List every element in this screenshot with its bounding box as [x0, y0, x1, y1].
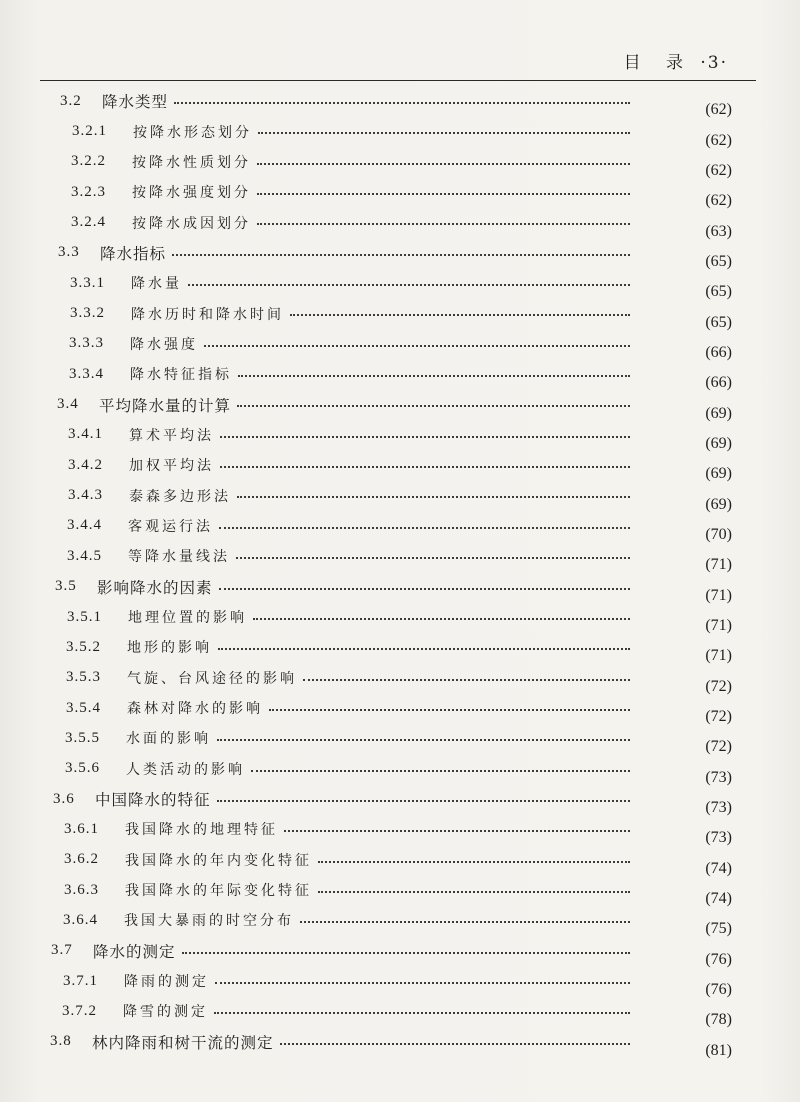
toc-entry[interactable]: 3.7 降水的测定 (76)	[0, 936, 800, 966]
dot-leader	[219, 527, 630, 529]
toc-entry-title: 降雪的测定	[123, 1004, 208, 1021]
toc-entry-title: 水面的影响	[126, 731, 211, 748]
toc-entry[interactable]: 3.4.5 等降水量线法 (71)	[67, 547, 732, 574]
toc-entry-number: 3.3.2	[70, 305, 105, 322]
dot-leader	[253, 618, 630, 620]
toc-entry[interactable]: 3.2 降水类型 (62)	[0, 86, 800, 116]
dot-leader	[237, 496, 630, 498]
toc-entry-title: 降水指标	[100, 244, 167, 263]
dot-leader	[172, 254, 630, 256]
toc-entry-title: 降水的测定	[93, 942, 176, 961]
toc-entry[interactable]: 3.2.2 按降水性质划分 (62)	[71, 153, 732, 179]
toc-entry-number: 3.7	[51, 942, 73, 959]
toc-entry-number: 3.2.3	[71, 183, 106, 200]
toc-entry-title: 地理位置的影响	[128, 610, 247, 627]
table-of-contents	[0, 86, 800, 1057]
toc-entry-number: 3.5.3	[66, 669, 101, 686]
toc-entry-title: 影响降水的因素	[97, 578, 213, 597]
dot-leader	[217, 800, 630, 802]
toc-entry-number: 3.5.6	[65, 760, 100, 777]
toc-entry[interactable]: 3.3.3 降水强度 (66)	[69, 335, 732, 361]
dot-leader	[174, 102, 630, 104]
toc-entry[interactable]: 3.7.1 降雨的测定 (76)	[63, 972, 732, 999]
dot-leader	[237, 405, 630, 407]
toc-entry[interactable]: 3.6.1 我国降水的地理特征 (73)	[64, 820, 732, 847]
toc-entry[interactable]: 3.2.3 按降水强度划分 (62)	[71, 183, 732, 210]
toc-entry-number: 3.4.4	[67, 517, 102, 534]
toc-entry-title: 按降水性质划分	[132, 154, 251, 171]
toc-entry[interactable]: 3.5.2 地形的影响 (71)	[66, 638, 732, 665]
dot-leader	[219, 588, 630, 590]
toc-entry-number: 3.2.2	[71, 153, 106, 170]
toc-entry-title: 按降水强度划分	[132, 185, 251, 202]
toc-entry[interactable]: 3.3.1 降水量 (65)	[70, 274, 732, 301]
dot-leader	[300, 921, 630, 923]
dot-leader	[257, 163, 630, 165]
toc-entry-number: 3.5.4	[66, 699, 101, 716]
toc-entry-title: 降水历时和降水时间	[131, 306, 284, 323]
toc-entry[interactable]: 3.4.1 算术平均法 (69)	[68, 426, 732, 452]
toc-entry-number: 3.5.1	[67, 608, 102, 625]
dot-leader	[238, 375, 630, 377]
toc-entry-number: 3.5.5	[65, 729, 100, 746]
toc-entry[interactable]: 3.5.6 人类活动的影响 (73)	[65, 760, 732, 786]
header-title: 目 录	[623, 53, 693, 73]
dot-leader	[290, 314, 630, 316]
toc-entry[interactable]: 3.2.1 按降水形态划分 (62)	[72, 123, 732, 149]
dot-leader	[269, 709, 630, 711]
dot-leader	[318, 861, 630, 863]
toc-entry-title: 平均降水量的计算	[99, 396, 232, 415]
toc-entry[interactable]: 3.3.4 降水特征指标 (66)	[69, 365, 732, 392]
toc-entry-title: 降水量	[131, 276, 182, 293]
dot-leader	[204, 345, 630, 347]
toc-entry-title: 我国降水的年际变化特征	[125, 883, 312, 900]
toc-entry[interactable]: 3.3 降水指标 (65)	[0, 238, 800, 268]
dot-leader	[214, 1012, 630, 1014]
toc-entry-number: 3.6.2	[64, 851, 99, 868]
toc-entry-number: 3.3.1	[70, 274, 105, 291]
dot-leader	[284, 830, 630, 832]
toc-entry-title: 森林对降水的影响	[127, 701, 263, 718]
toc-entry[interactable]: 3.4 平均降水量的计算 (69)	[0, 389, 800, 419]
dot-leader	[257, 193, 630, 195]
dot-leader	[218, 648, 630, 650]
toc-entry-title: 我国降水的地理特征	[125, 822, 278, 839]
toc-entry[interactable]: 3.6.2 我国降水的年内变化特征 (74)	[64, 851, 732, 877]
toc-entry[interactable]: 3.6 中国降水的特征 (73)	[0, 784, 800, 814]
dot-leader	[258, 132, 630, 134]
dot-leader	[257, 223, 630, 225]
toc-entry-title: 我国降水的年内变化特征	[125, 852, 312, 869]
toc-entry[interactable]: 3.5.4 森林对降水的影响 (72)	[66, 699, 732, 726]
toc-entry-number: 3.4	[57, 396, 79, 413]
toc-entry-number: 3.3.3	[69, 335, 104, 352]
toc-entry-number: 3.7.1	[63, 972, 98, 989]
toc-entry[interactable]: 3.5 影响降水的因素 (71)	[0, 572, 800, 602]
toc-entry-title: 地形的影响	[127, 640, 212, 657]
toc-entry-title: 我国大暴雨的时空分布	[124, 913, 294, 930]
toc-entry-number: 3.6.3	[64, 881, 99, 898]
dot-leader	[220, 466, 630, 468]
dot-leader	[303, 679, 630, 681]
running-header	[0, 0, 800, 80]
dot-leader	[280, 1043, 630, 1045]
dot-leader	[217, 739, 630, 741]
toc-entry-title: 人类活动的影响	[126, 761, 245, 778]
dot-leader	[220, 436, 630, 438]
toc-entry-title: 降水特征指标	[130, 367, 232, 384]
header-page-number: ·3·	[700, 53, 728, 73]
toc-entry-title: 算术平均法	[129, 427, 214, 444]
toc-entry[interactable]: 3.6.3 我国降水的年际变化特征 (74)	[64, 881, 732, 908]
toc-entry[interactable]: 3.4.4 客观运行法 (70)	[67, 517, 732, 543]
toc-entry-number: 3.4.5	[67, 547, 102, 564]
toc-entry-number: 3.2	[60, 92, 82, 109]
toc-entry-number: 3.6	[53, 790, 75, 807]
toc-entry-title: 气旋、台风途径的影响	[127, 670, 297, 687]
toc-entry[interactable]: 3.4.3 泰森多边形法 (69)	[68, 487, 732, 513]
toc-entry-title: 按降水成因划分	[132, 215, 251, 232]
toc-entry-number: 3.2.4	[71, 214, 106, 231]
toc-entry-number: 3.4.2	[68, 456, 103, 473]
dot-leader	[251, 770, 630, 772]
toc-entry[interactable]: 3.8 林内降雨和树干流的测定 (81)	[0, 1027, 800, 1057]
toc-entry-title: 降雨的测定	[124, 974, 209, 991]
toc-entry-number: 3.5	[55, 578, 77, 595]
toc-entry-number: 3.4.1	[68, 426, 103, 443]
toc-entry-title: 按降水形态划分	[133, 124, 252, 141]
toc-entry[interactable]: 3.2.4 按降水成因划分 (63)	[71, 214, 732, 240]
dot-leader	[182, 952, 630, 954]
toc-entry-number: 3.7.2	[62, 1002, 97, 1019]
dot-leader	[318, 891, 630, 893]
toc-entry-number: 3.8	[50, 1033, 72, 1050]
toc-entry-number: 3.3	[58, 244, 80, 261]
toc-entry-title: 泰森多边形法	[129, 488, 231, 505]
toc-entry-title: 中国降水的特征	[95, 791, 211, 810]
toc-entry[interactable]: 3.3.2 降水历时和降水时间 (65)	[70, 305, 732, 331]
toc-entry[interactable]: 3.5.3 气旋、台风途径的影响 (72)	[66, 669, 732, 695]
toc-entry[interactable]: 3.7.2 降雪的测定 (78)	[62, 1002, 732, 1029]
toc-entry[interactable]: 3.5.5 水面的影响 (72)	[65, 729, 732, 756]
toc-entry-number: 3.3.4	[69, 365, 104, 382]
header-rule	[40, 80, 756, 81]
toc-entry-title: 等降水量线法	[128, 549, 230, 566]
toc-entry-title: 客观运行法	[128, 518, 213, 535]
dot-leader	[236, 557, 630, 559]
toc-entry-title: 林内降雨和树干流的测定	[92, 1033, 274, 1052]
toc-entry-number: 3.5.2	[66, 638, 101, 655]
dot-leader	[188, 284, 630, 286]
toc-entry[interactable]: 3.6.4 我国大暴雨的时空分布 (75)	[63, 911, 732, 938]
toc-entry-title: 降水强度	[130, 336, 198, 353]
header-text	[624, 48, 728, 73]
toc-entry-number: 3.6.4	[63, 911, 98, 928]
dot-leader	[215, 982, 630, 984]
toc-entry-number: 3.4.3	[68, 487, 103, 504]
toc-entry[interactable]: 3.4.2 加权平均法 (69)	[68, 456, 732, 483]
toc-entry-number: 3.2.1	[72, 123, 107, 140]
toc-entry-number: 3.6.1	[64, 820, 99, 837]
toc-entry-title: 加权平均法	[129, 458, 214, 475]
toc-entry[interactable]: 3.5.1 地理位置的影响 (71)	[67, 608, 732, 635]
toc-entry-title: 降水类型	[102, 93, 169, 112]
